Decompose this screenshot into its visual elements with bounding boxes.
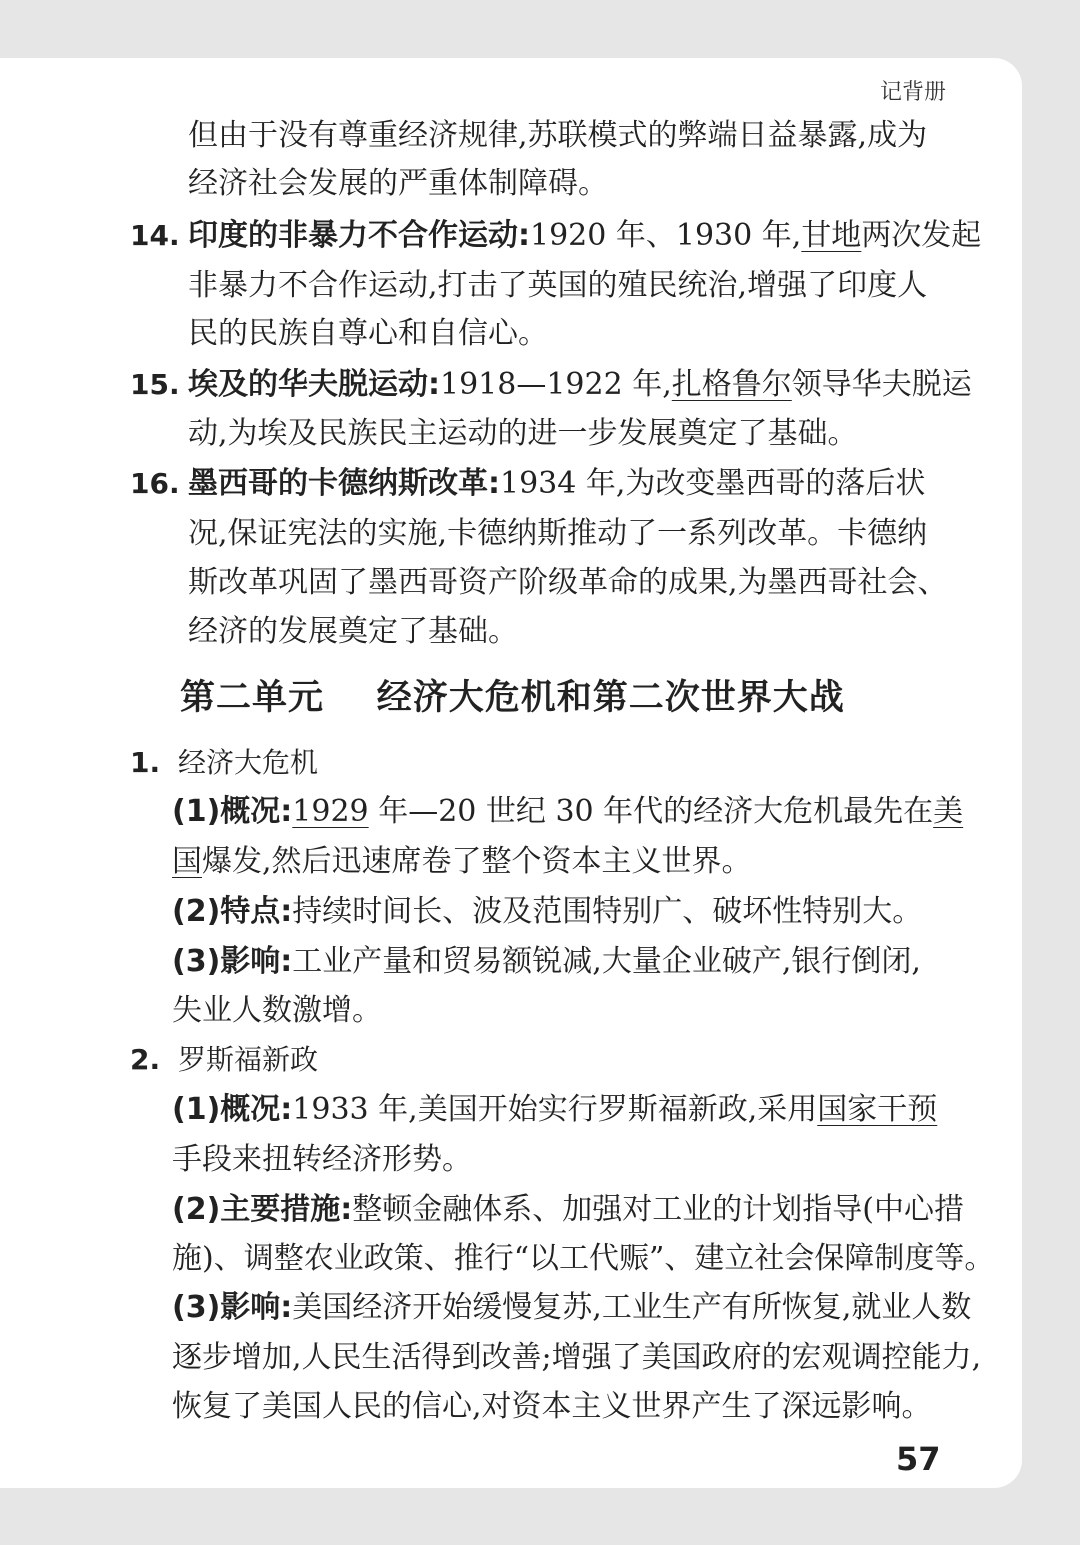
- item13-line2: 经济社会发展的严重体制障碍。: [188, 166, 608, 201]
- sec1-p1-text: 年—20 世纪 30 年代的经济大危机最先在: [368, 794, 934, 829]
- sec2-p3-text: 美国经济开始缓慢复苏,工业生产有所恢复,就业人数: [292, 1290, 972, 1325]
- item16-number: 16.: [130, 467, 180, 500]
- item14-line1: [188, 216, 981, 256]
- unit-title: 第二单元 经济大危机和第二次世界大战: [180, 678, 845, 718]
- sec2-p2-text: 整顿金融体系、加强对工业的计划指导(中心措: [352, 1192, 965, 1227]
- sec1-p2: [172, 892, 922, 932]
- sec1-p1-line2: [172, 842, 752, 882]
- item15-line1: [188, 365, 972, 405]
- sec2-p1-label: (1)概况:: [172, 1092, 293, 1127]
- sec1-p1-keyword: 国: [172, 844, 202, 879]
- section1-title: 经济大危机: [177, 746, 318, 779]
- sec2-p3-line3: 恢复了美国人民的信心,对资本主义世界产生了深远影响。: [172, 1389, 932, 1424]
- item14-text: 两次发起: [861, 218, 982, 253]
- sec1-p2-label: (2)特点:: [172, 894, 293, 929]
- running-header: 记背册: [880, 80, 947, 105]
- sec2-p3-label: (3)影响:: [172, 1290, 293, 1325]
- section1-number: 1.: [130, 746, 161, 779]
- section2-number: 2.: [130, 1043, 161, 1076]
- sec1-p1-label: (1)概况:: [172, 794, 293, 829]
- sec1-p3-line2: 失业人数激增。: [172, 993, 382, 1028]
- sec2-p2-line2: 施)、调整农业政策、推行“以工代赈”、建立社会保障制度等。: [172, 1241, 995, 1276]
- sec2-p1-keyword: 国家干预: [817, 1092, 938, 1127]
- item14-line3: 民的民族自尊心和自信心。: [188, 316, 548, 351]
- section1-heading: [130, 743, 318, 783]
- item16-line3: 斯改革巩固了墨西哥资产阶级革命的成果,为墨西哥社会、: [188, 565, 948, 600]
- sec1-p3-line1: [172, 942, 921, 982]
- item15-number: 15.: [130, 368, 180, 401]
- item16-title: 墨西哥的卡德纳斯改革:: [188, 466, 500, 501]
- item15-title: 埃及的华夫脱运动:: [188, 367, 440, 402]
- item16-line2: 况,保证宪法的实施,卡德纳斯推动了一系列改革。卡德纳: [188, 516, 928, 551]
- sec2-p1-line1: [172, 1090, 937, 1130]
- item16-text: 1934 年,为改变墨西哥的落后状: [500, 466, 926, 501]
- sec2-p1-text: 1933 年,美国开始实行罗斯福新政,采用: [292, 1092, 818, 1127]
- sec2-p2-line1: [172, 1190, 964, 1230]
- sec1-p2-text: 持续时间长、波及范围特别广、破坏性特别大。: [292, 894, 923, 929]
- sec2-p3-line1: [172, 1288, 971, 1328]
- item15-text: 领导华夫脱运: [791, 367, 972, 402]
- item15-text: 1918—1922 年,: [440, 367, 672, 402]
- item14-line2: 非暴力不合作运动,打击了英国的殖民统治,增强了印度人: [188, 268, 928, 303]
- item16-line4: 经济的发展奠定了基础。: [188, 614, 518, 649]
- sec1-p1-line1: [172, 792, 963, 832]
- item14-keyword: 甘地: [801, 218, 862, 253]
- item14-title: 印度的非暴力不合作运动:: [188, 218, 530, 253]
- item14-text: 1920 年、1930 年,: [530, 218, 802, 253]
- section2-heading: [130, 1040, 318, 1080]
- sec1-p3-text: 工业产量和贸易额锐减,大量企业破产,银行倒闭,: [292, 944, 921, 979]
- item14-number: 14.: [130, 219, 180, 252]
- sec2-p2-label: (2)主要措施:: [172, 1192, 353, 1227]
- sec2-p3-line2: 逐步增加,人民生活得到改善;增强了美国政府的宏观调控能力,: [172, 1340, 982, 1375]
- sec1-p1-keyword: 1929: [292, 794, 369, 829]
- item16-line1: [188, 464, 925, 504]
- item15-keyword: 扎格鲁尔: [671, 367, 792, 402]
- sec1-p3-label: (3)影响:: [172, 944, 293, 979]
- sec1-p1-text: 爆发,然后迅速席卷了整个资本主义世界。: [202, 844, 752, 879]
- page-number: 57: [896, 1440, 941, 1478]
- item13-line1: 但由于没有尊重经济规律,苏联模式的弊端日益暴露,成为: [188, 118, 928, 153]
- section2-title: 罗斯福新政: [177, 1043, 318, 1076]
- sec2-p1-line2: 手段来扭转经济形势。: [172, 1142, 472, 1177]
- sec1-p1-keyword: 美: [933, 794, 964, 829]
- item15-line2: 动,为埃及民族民主运动的进一步发展奠定了基础。: [188, 416, 858, 451]
